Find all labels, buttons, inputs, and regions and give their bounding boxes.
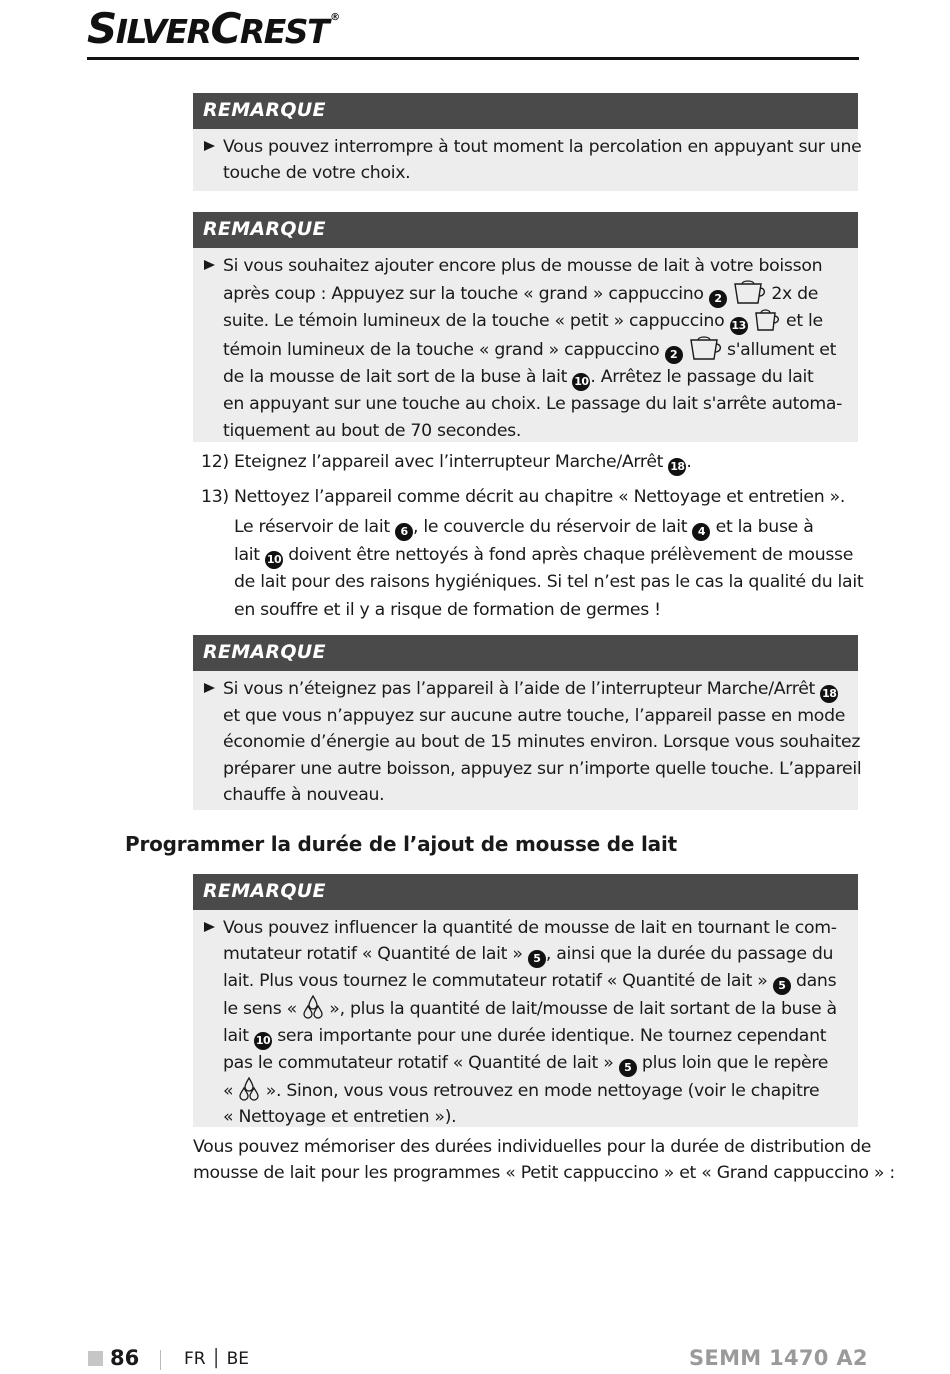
remark-box-3 (193, 635, 862, 810)
remark-text: « ». Sinon, vous vous retrouvez en mode nettoyage (voir le chapitre (223, 1077, 848, 1104)
remark-text: Vous pouvez interrompre à tout moment la percolation en appuyant sur une (223, 137, 862, 157)
ref-number-5: 5 (528, 950, 546, 968)
remark-heading: REMARQUE (193, 93, 858, 129)
page-number: 86 (110, 1346, 140, 1370)
ref-number-18: 18 (668, 458, 686, 476)
footer-divider (160, 1350, 161, 1370)
ref-number-4: 4 (692, 523, 710, 541)
bullet-arrow-icon (204, 922, 215, 932)
step-number: 13) (201, 487, 229, 507)
ref-number-2: 2 (665, 346, 683, 364)
closing-paragraph: Vous pouvez mémoriser des durées individuelles pour la durée de distribution de mousse de lait pour les programmes « Petit cappuccino » et « Grand cappuccino » : (193, 1137, 895, 1184)
ref-number-5: 5 (773, 977, 791, 995)
remark-text: de la mousse de lait sort de la buse à lait 10 . Arrêtez le passage du lait (223, 364, 848, 391)
remark-text: pas le commutateur rotatif « Quantité de lait » 5 plus loin que le repère (223, 1050, 848, 1077)
ref-number-5: 5 (619, 1059, 637, 1077)
remark-box-2 (193, 212, 858, 442)
step-13-detail: Le réservoir de lait 6 , le couvercle du réservoir de lait 4 et la buse à lait 10 doivent être nettoyés à fond après chaque prélèvement de mousse de lait pour des raisons hygiéniques. Si tel n’est pas le cas la qualité du lait en souffre et il y a risque de formation de germes ! (234, 517, 864, 620)
ref-number-10: 10 (572, 373, 590, 391)
milk-drops-icon (302, 995, 324, 1019)
step-number: 12) (201, 452, 229, 472)
step-13: 13) Nettoyez l’appareil comme décrit au chapitre « Nettoyage et entretien ». (201, 487, 846, 507)
large-cup-icon (732, 279, 766, 305)
footer-language: FR │ BE (184, 1349, 250, 1369)
remark-text: tiquement au bout de 70 secondes. (223, 420, 522, 441)
remark-heading: REMARQUE (193, 635, 858, 671)
remark-text: préparer une autre boisson, appuyez sur n’importe quelle touche. L’appareil (223, 758, 862, 779)
remark-text: témoin lumineux de la touche « grand » cappuccino 2 s'allument et (223, 335, 848, 364)
remark-text: et que vous n’appuyez sur aucune autre touche, l’appareil passe en mode (223, 706, 846, 726)
remark-text: en appuyant sur une touche au choix. Le passage du lait s'arrête automa- (223, 394, 843, 415)
bullet-arrow-icon (204, 260, 215, 270)
remark-text: lait. Plus vous tournez le commutateur rotatif « Quantité de lait » 5 dans (223, 968, 848, 995)
milk-drops-icon (238, 1077, 260, 1101)
brand-logo: SILVERCREST ® (87, 4, 339, 53)
ref-number-2: 2 (709, 290, 727, 308)
header-divider (87, 57, 859, 60)
ref-number-18: 18 (820, 685, 838, 703)
remark-heading: REMARQUE (193, 212, 858, 248)
remark-text: économie d’énergie au bout de 15 minutes environ. Lorsque vous souhaitez (223, 732, 861, 753)
remark-text: Si vous n’éteignez pas l’appareil à l’aide de l’interrupteur Marche/Arrêt 18 (223, 676, 848, 703)
remark-text: « Nettoyage et entretien »). (223, 1106, 457, 1127)
remark-text: suite. Le témoin lumineux de la touche « petit » cappuccino 13 et le (223, 308, 848, 335)
ref-number-10: 10 (265, 551, 283, 569)
step-12: 12) Eteignez l’appareil avec l’interrupteur Marche/Arrêt 18 . (201, 449, 692, 476)
ref-number-10: 10 (254, 1032, 272, 1050)
bullet-arrow-icon (204, 683, 215, 693)
footer-marker (88, 1351, 103, 1366)
remark-heading: REMARQUE (193, 874, 858, 910)
remark-text: Vous pouvez influencer la quantité de mousse de lait en tournant le com- (223, 918, 837, 938)
small-cup-icon (753, 308, 781, 332)
remark-box-1 (193, 93, 862, 191)
remark-text: lait 10 sera importante pour une durée identique. Ne tournez cependant (223, 1023, 848, 1050)
remark-text: mutateur rotatif « Quantité de lait » 5 , ainsi que la durée du passage du (223, 941, 848, 968)
bullet-arrow-icon (204, 141, 215, 151)
remark-text: le sens « », plus la quantité de lait/mousse de lait sortant de la buse à (223, 995, 848, 1022)
model-number: SEMM 1470 A2 (689, 1346, 868, 1370)
remark-box-4 (193, 874, 858, 1127)
large-cup-icon (688, 335, 722, 361)
remark-text: après coup : Appuyez sur la touche « grand » cappuccino 2 2x de (223, 279, 848, 308)
remark-text: touche de votre choix. (223, 163, 411, 184)
section-title: Programmer la durée de l’ajout de mousse de lait (125, 832, 677, 856)
ref-number-6: 6 (395, 523, 413, 541)
remark-text: Si vous souhaitez ajouter encore plus de mousse de lait à votre boisson (223, 256, 823, 276)
remark-text: chauffe à nouveau. (223, 784, 385, 805)
ref-number-13: 13 (730, 317, 748, 335)
